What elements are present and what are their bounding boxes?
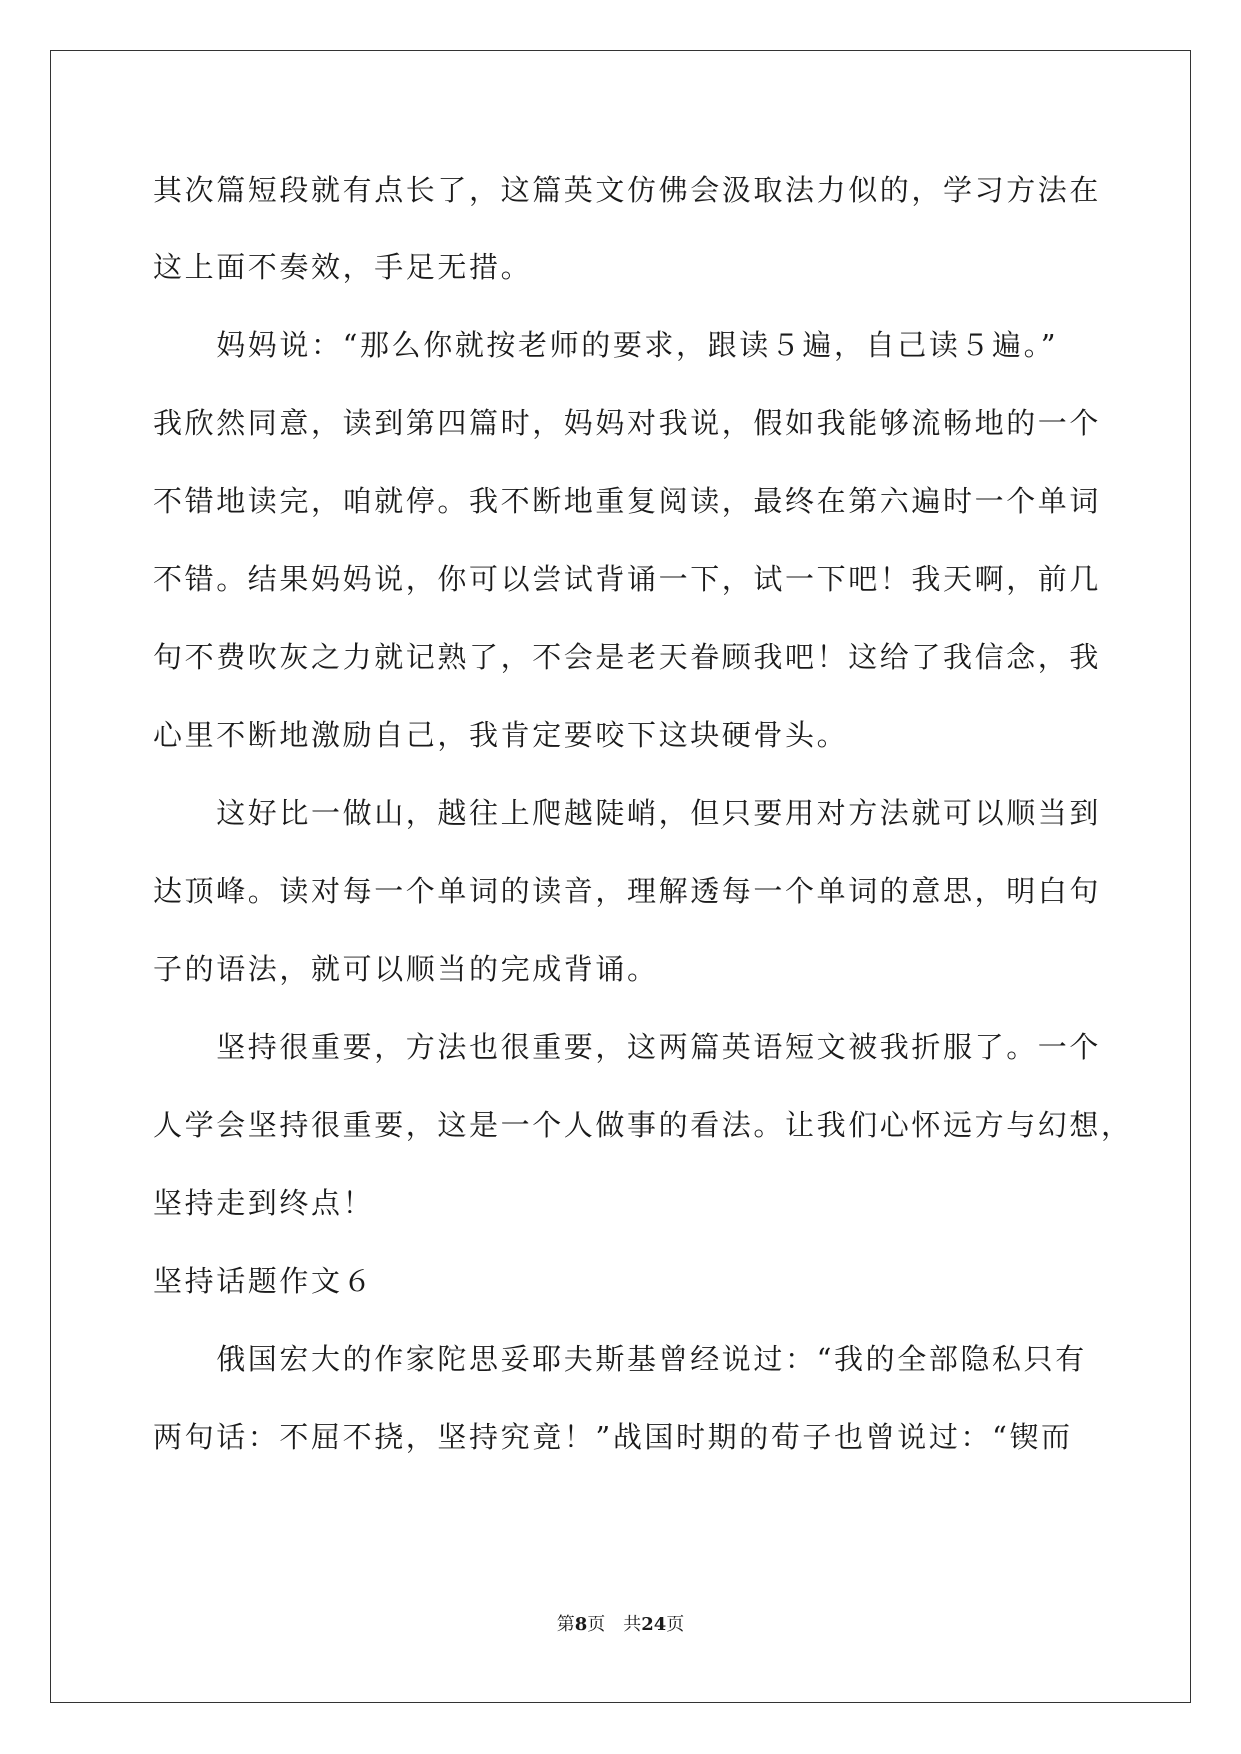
text-line: 达顶峰。读对每一个单词的读音，理解透每一个单词的意思，明白句 (153, 874, 1102, 908)
text-line: 这上面不奏效，手足无措。 (153, 250, 533, 284)
text-line: 其次篇短段就有点长了，这篇英文仿佛会汲取法力似的，学习方法在 (153, 173, 1102, 207)
section-heading: 坚持话题作文６ (153, 1264, 375, 1298)
footer-prefix: 第 (556, 1614, 575, 1635)
text-line: 不错地读完，咱就停。我不断地重复阅读，最终在第六遍时一个单词 (153, 484, 1102, 518)
footer-suffix: 页 (666, 1614, 685, 1635)
current-page-number: 8 (574, 1614, 588, 1635)
text-line: 心里不断地激励自己，我肯定要咬下这块硬骨头。 (153, 718, 849, 752)
text-line: 俄国宏大的作家陀思妥耶夫斯基曾经说过：“我的全部隐私只有 (153, 1342, 1087, 1376)
text-line: 坚持很重要，方法也很重要，这两篇英语短文被我折服了。一个 (153, 1030, 1102, 1064)
text-line: 子的语法，就可以顺当的完成背诵。 (153, 952, 659, 986)
footer-middle: 页 共 (587, 1614, 642, 1635)
text-line: 句不费吹灰之力就记熟了，不会是老天眷顾我吧！这给了我信念，我 (153, 640, 1102, 674)
text-line: 这好比一做山，越往上爬越陡峭，但只要用对方法就可以顺当到 (153, 796, 1102, 830)
text-line: 妈妈说：“那么你就按老师的要求，跟读５遍，自己读５遍。” (153, 328, 1059, 362)
text-line: 人学会坚持很重要，这是一个人做事的看法。让我们心怀远方与幻想， (153, 1108, 1133, 1142)
text-line: 坚持走到终点！ (153, 1186, 375, 1220)
page-footer (0, 1613, 1241, 1637)
text-line: 不错。结果妈妈说，你可以尝试背诵一下，试一下吧！我天啊，前几 (153, 562, 1102, 596)
text-line: 我欣然同意，读到第四篇时，妈妈对我说，假如我能够流畅地的一个 (153, 406, 1102, 440)
text-line: 两句话：不屈不挠，坚持究竟！”战国时期的荀子也曾说过：“锲而 (153, 1420, 1073, 1454)
total-page-count: 24 (641, 1614, 667, 1635)
